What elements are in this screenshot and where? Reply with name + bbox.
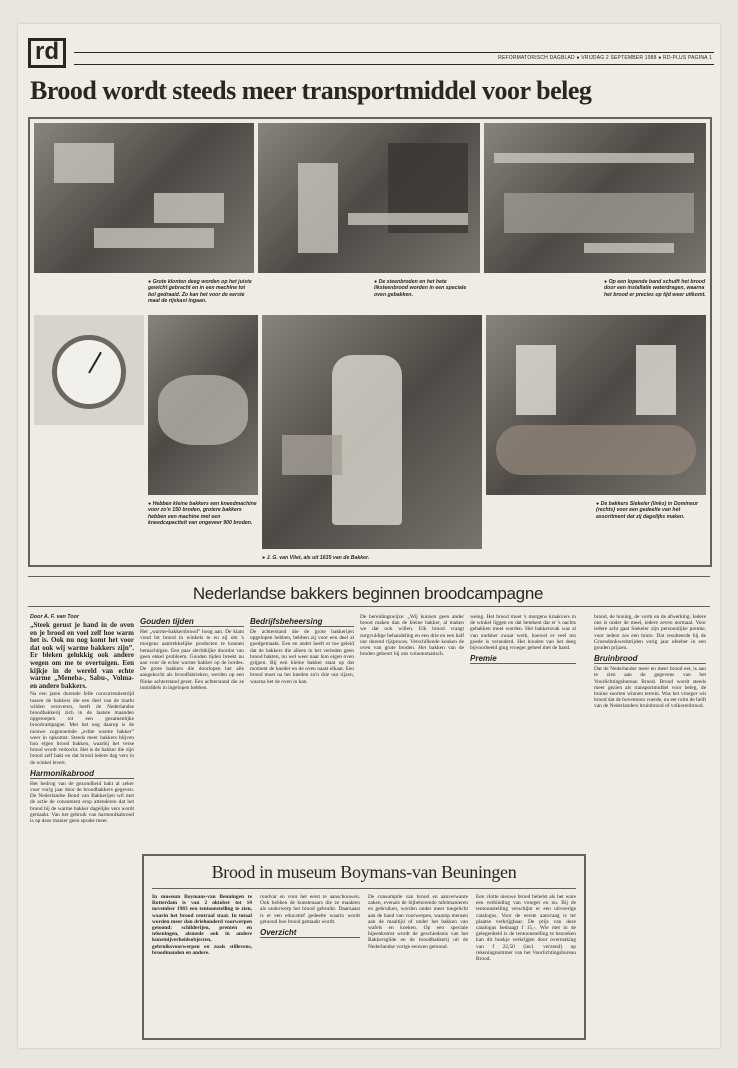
article-text-6b: Dat de Nederlander meer en meer brood eet, is aan te zien aan de gegevens van het Voorlichtingsbureau Brood. Brood wordt steeds meer gezien als transportmiddel voor beleg, de bruine soorten winnen terrein. Was het vroeger wit brood dat de boventoon voerde, nu eet ruim de helft van de Nederlanders bruinbrood of volkorenbrood.	[594, 666, 706, 710]
caption-conveyor: ● Op een lopende band schuift het brood door een installatie waterdragen, waarna het brood er precies op tijd weer uitkomt.	[604, 279, 706, 298]
rd-logo: rd	[28, 38, 66, 68]
section-overzicht: Overzicht	[260, 928, 360, 938]
photo-baker-van-vliet	[262, 315, 482, 549]
museum-box	[142, 854, 586, 1040]
article-text-1b: Het bedrog van de gezondheid bakt al zeker voor vorig jaar door de broodbakkers gegeven. De Nederlandse Bond van Bakkerijen wil met de actie de consument erop attenderen dat het brood bij de warme bakker dagelijks vers wordt gemaakt. Van het gebruik van harmonikabrood is op deze manier geen sprake meer.	[30, 780, 134, 824]
masthead-dateline: REFORMATORISCH DAGBLAD ● VRIJDAG 2 SEPTEMBER 1988 ● RD-PLUS PAGINA 1	[498, 55, 712, 61]
article-text-3: De achterstand die de grote bakkerijen opgelopen hebben, hebben zij voor een deel al goedgemaakt. Een en ander heeft er toe geleid dat de bakkers die alleen in het verleden geen brood bakten, nu wel weer naar hun eigen oven grijpen. Bij een kleine bakker staat op dat moment de kneder en de oven naast elkaar. Een brood moet na het kneden zo'n drie uur rijzen, waarna het de oven in kan.	[250, 629, 354, 685]
article-text-4: De bereidingswijze: „Wij kunnen geen ander brood maken dan de kleine bakker, al maken we dat ook willen. Elk brood vraagt zorgvuldige behandeling en een drie en een half uur durend rijsproces. Verschillende keuken de oven van grote broden. Het bakken van de broden gebeurt bij ons volautomatisch.	[360, 614, 464, 658]
article-column-2	[140, 614, 244, 850]
article-column-4	[360, 614, 464, 850]
section-bedrijfsbeheersing: Bedrijfsbeheersing	[250, 617, 354, 627]
article-text-2: Het „warme-bakkersbrood” hoog aan. De klant vond lot brood in winkels te en zij om 's morgens aantrekkelijke producten te kunnen bemachtigen. Een paar slechtkijke doordat van geen enkel probleem. Gouden tijden breekt nu aan voor de echte warme bakker op de bordes. De grote bakkers die doorlopen het alle aangekocht als broodfabrieken, werden op een flinke achterstand gezet. Een achterstand die ze inmiddels in ingelopen hebben.	[140, 629, 244, 691]
section-divider	[28, 576, 710, 577]
section-bruinbrood: Bruinbrood	[594, 654, 706, 664]
caption-kneading: ● Hebben kleine bakkers een kneedmachine voor zo'n 150 broden, grotere bakkers hebben een machine met een kneedcapaciteit van ongeveer 900 broden.	[148, 501, 257, 527]
museum-box-text-2: rondvar en voor het eerst te aanschouwen. Ook hebben de kunstenaars die ze maakten als onderwerp het brood gebruikt. Daarnaast is er een educatief gedeelte waarin wordt getoond hoe brood gemaakt wordt.	[260, 894, 360, 925]
article-text-1: Na een jaren durende felle concurrentiestrijd tussen de bakkers die een deel van de markt wilden veroveren, heeft de Nederlandse broodbakkerij zich in de laatste maanden opgeroepen tot een gezamenlijke broodcampagne. Met het oog daarop is de nieuwe zogenoemde „echte warme bakker” weer in opkomst. Steeds meer bakkers blijven hun eigen brood bakken, waarbij het verse brood wordt verkocht. Het is de bakker die zijn brood zelf bakt en dat brood iedere dag vers in de winkel levert.	[30, 691, 134, 766]
main-headline: Brood wordt steeds meer transportmiddel voor beleg	[30, 76, 592, 105]
caption-van-vliet: ● J. G. van Vliet, als uit 1635 van de Bakker.	[262, 555, 370, 561]
caption-dough: ● Grote klonten deeg worden op het juiste gewicht gebracht en in een machine tot bol gedraaid. Zo kan het voor de eerste maal de rijskast ingaan.	[148, 279, 252, 305]
article-text-6: brood, de honing, de vorm en de afwerking. Iedere ons is onder de meel, iedere zeven normaal. Voor iedere acht gaat Siekeler zijn persoonlijke premie, voor iedere zes een bruto. Dat resulteerde bij de Groesdonkwedstrijden vorig jaar ofeeber in een gouden prijzen.	[594, 614, 706, 652]
masthead-rule	[74, 52, 714, 53]
section-divider-lower	[28, 606, 710, 607]
newspaper-page	[18, 24, 720, 1048]
photo-conveyor-belt	[484, 123, 706, 273]
masthead-rule-lower	[74, 64, 714, 65]
section-harmonikabrood: Harmonikabrood	[30, 769, 134, 779]
museum-box-title: Brood in museum Boymans-van Beuningen	[211, 862, 517, 882]
section-gouden-tijden: Gouden tijden	[140, 617, 244, 627]
photo-bakers-assortment	[486, 315, 706, 495]
photo-gauge	[34, 315, 144, 425]
museum-box-col-1: In museum Boymans-van Beuningen te Rotterdam is van 2 oktober tot 14 november 1983 een tentoonstelling te zien, waarin het brood centraal staat. In totaal worden meer dan driehonderd voorwerpen getoond: schilderijen, prenten en tekeningen, alsmede ook in andere kunstnijverheidsobjecten, gebruiksvoorwerpen en zoals stillevens, broodmanden en andere.	[152, 894, 252, 956]
museum-box-col-2	[260, 894, 360, 1034]
article-column-5	[470, 614, 576, 850]
article-text-5: weing. Het brood moet 's morgens kraakvers in de winkel liggen en dat betekent dat er 's nachts gebakken moet worden. Het bakkersvak was al van oudsher zwaar werk, hoewel er veel ten goede is veranderd. Het houden van het deeg bijvoorbeeld ging vroeger geheel met de hand.	[470, 614, 576, 652]
section-premie: Premie	[470, 654, 576, 664]
museum-box-col-4: Een vlotte nieuwe brood behelst als het ware een verbinding van vroeger en nu. Bij de tentoonstelling verschijnt er een uitvoerige catalogus. Voor de eerste aanvraag is ter plaatse verkrijgbaar. De prijs van deze catalogus bedraagt f 15,-. Wie met in de gelegenheid is de tentoonstelling te bezoeken kan dit boekje verkrijgen door overmaking van f 22,50 (incl. verzend) op rekeningnummer van het Voorlichtingsbureau Brood.	[476, 894, 576, 963]
article-subhead: Nederlandse bakkers beginnen broodcampagne	[192, 584, 544, 603]
photo-frame	[28, 117, 712, 567]
photo-stone-oven	[258, 123, 480, 273]
photo-dough-machine	[34, 123, 254, 273]
article-column-3	[250, 614, 354, 850]
article-column-1	[30, 614, 134, 1034]
article-column-6	[594, 614, 706, 1034]
museum-box-rule	[152, 888, 576, 889]
photo-kneading-machine	[148, 315, 258, 495]
museum-box-col-3: De consumptie van brood en aanverwante zaken, evenals de bijbehorende tafelmanieren en gebruiken, worden onder meer toegelicht aan de hand van voorwerpen, waarop mensen aan de maaltijd of onder het bakken van wafels en koeken. Op een speciale bijeenkomst wordt de geschiedenis van het Bakkersgilde en de broodbakkerij uit de Nederlandse vorige eeuwen getoond.	[368, 894, 468, 950]
caption-siekeler: ● De bakkers Siekeler (links) in Domineur (rechts) voor een gedeelte van het assortiment dat zij dagelijks maken.	[596, 501, 699, 520]
byline: Door A. F. van Toor	[30, 614, 80, 620]
caption-stone-oven: ● De steenbroden en het hete liksteenbrood worden in een speciale oven gebakken.	[374, 279, 467, 298]
article-lead: „Steek gerust je hand in de oven en je brood en voel zelf hoe warm het is. Ook nu nog komt het voor dat ook wij warme bakkers zijn”. Er bleken gelukkig ook andere wegen om me te overtuigen. Een kijkje in de wereld van echte warme „Meneba-, Sabu-, Volma- en andere bakkers.	[30, 621, 134, 690]
